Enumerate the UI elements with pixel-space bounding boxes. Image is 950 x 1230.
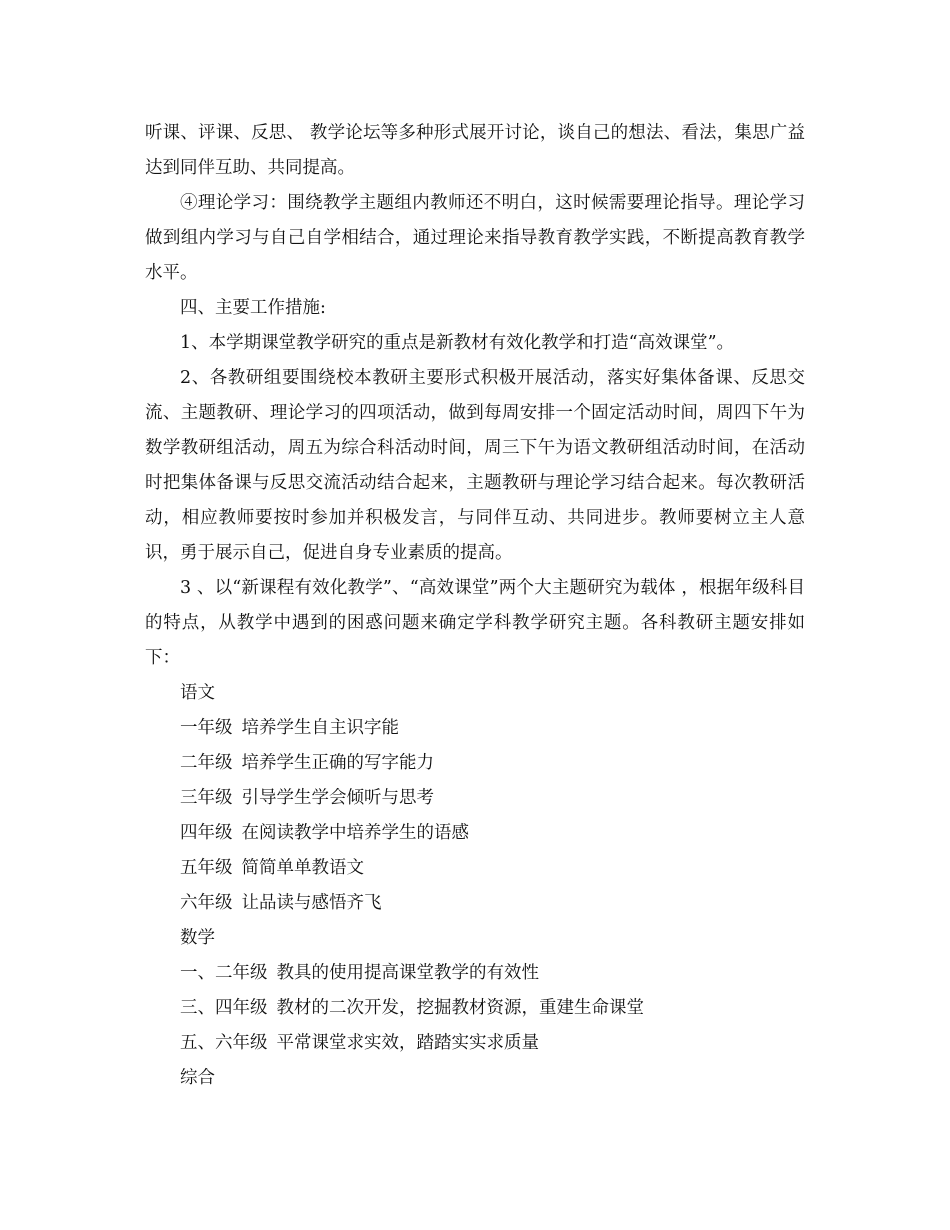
subject-title-general: 综合 — [180, 1068, 215, 1088]
paragraph-theory-study: ④理论学习：围绕教学主题组内教师还不明白，这时候需要理论指导。理论学习做到组内学习与自己自学相结合，通过理论来指导教育教学实践，不断提高教育教学水平。 — [145, 193, 805, 283]
topic-text: 简简单单教语文 — [241, 858, 364, 878]
topic-text: 培养学生正确的写字能力 — [241, 753, 434, 773]
paragraph-measure-3: 3 、以“新课程有效化教学”、“高效课堂”两个大主题研究为载体 ，根据年级科目的特点，从教学中遇到的困惑问题来确定学科教学研究主题。各科教研主题安排如下： — [145, 578, 805, 668]
grade-label: 二年级 — [180, 753, 233, 773]
topic-text: 在阅读教学中培养学生的语感 — [241, 823, 469, 843]
paragraph-measure-1: 1、本学期课堂教学研究的重点是新教材有效化教学和打造“高效课堂”。 — [180, 333, 735, 353]
subject-title-chinese: 语文 — [180, 683, 215, 703]
grade-label: 三、四年级 — [180, 998, 268, 1018]
topic-text: 平常课堂求实效，踏踏实实求质量 — [276, 1033, 539, 1053]
subject-title-math: 数学 — [180, 928, 215, 948]
topic-text: 让品读与感悟齐飞 — [241, 893, 382, 913]
list-item — [145, 851, 805, 886]
grade-label: 一年级 — [180, 718, 233, 738]
grade-label: 一、二年级 — [180, 963, 268, 983]
grade-label: 三年级 — [180, 788, 233, 808]
topic-text: 教材的二次开发，挖掘教材资源，重建生命课堂 — [276, 998, 644, 1018]
grade-label: 五、六年级 — [180, 1033, 268, 1053]
list-item — [145, 1026, 805, 1061]
topic-text: 引导学生学会倾听与思考 — [241, 788, 434, 808]
list-item — [145, 956, 805, 991]
paragraph-discussion-forms: 听课、评课、反思、 教学论坛等多种形式展开讨论，谈自己的想法、看法，集思广益达到同伴互助、共同提高。 — [145, 123, 805, 178]
grade-label: 六年级 — [180, 893, 233, 913]
topic-text: 培养学生自主识字能 — [241, 718, 399, 738]
list-item — [145, 711, 805, 746]
list-item — [145, 991, 805, 1026]
grade-label: 五年级 — [180, 858, 233, 878]
section-heading-main-measures: 四、主要工作措施: — [180, 298, 326, 318]
list-item — [145, 781, 805, 816]
document-body — [145, 116, 805, 1096]
grade-label: 四年级 — [180, 823, 233, 843]
list-item — [145, 886, 805, 921]
paragraph-measure-2: 2、各教研组要围绕校本教研主要形式积极开展活动，落实好集体备课、反思交流、主题教研、理论学习的四项活动，做到每周安排一个固定活动时间，周四下午为数学教研组活动，周五为综合科活动时间，周三下午为语文教研组活动时间，在活动时把集体备课与反思交流活动结合起来，主题教研与理论学习结合起来。每次教研活动，相应教师要按时参加并积极发言，与同伴互动、共同进步。教师要树立主人意识，勇于展示自己，促进自身专业素质的提高。 — [145, 368, 805, 563]
topic-text: 教具的使用提高课堂教学的有效性 — [276, 963, 539, 983]
list-item — [145, 746, 805, 781]
list-item — [145, 816, 805, 851]
